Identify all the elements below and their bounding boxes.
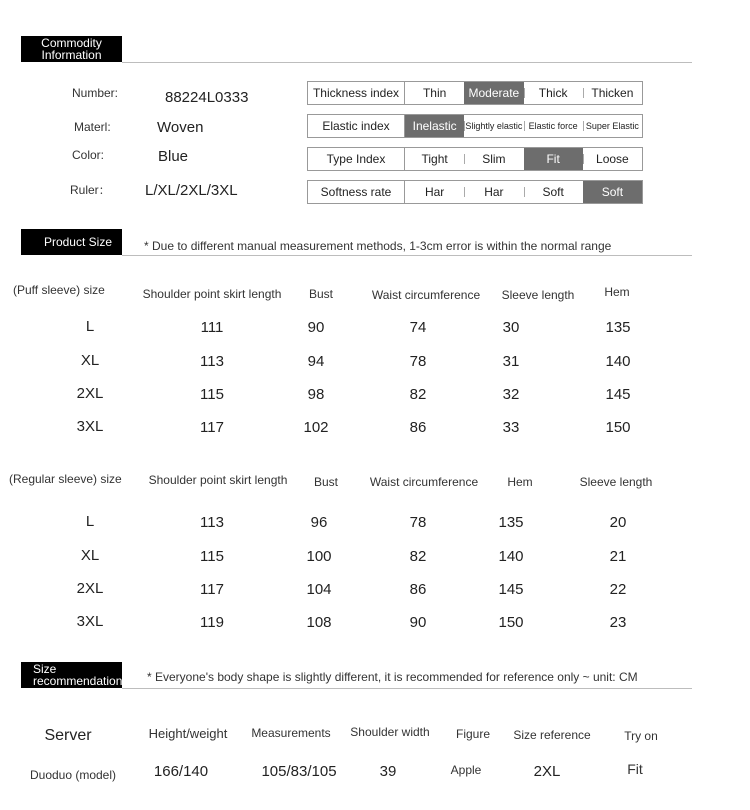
- puff-cell: 31: [502, 353, 520, 370]
- softness-option-4: Soft: [583, 181, 642, 203]
- commodity-info-divider: [122, 62, 692, 63]
- puff-cell: 145: [605, 386, 631, 403]
- rec-height-weight-value: 166/140: [153, 763, 209, 780]
- product-size-divider: [122, 255, 692, 256]
- puff-col-skirt-length: Shoulder point skirt length: [142, 287, 282, 301]
- puff-cell: 102: [303, 419, 329, 436]
- product-size-note: * Due to different manual measurement methods, 1-3cm error is within the normal range: [144, 239, 612, 253]
- puff-col-hem: Hem: [604, 285, 630, 299]
- regular-cell: 82: [409, 548, 427, 565]
- regular-col-hem: Hem: [507, 475, 533, 489]
- puff-cell: 115: [200, 386, 224, 403]
- regular-cell: 21: [609, 548, 627, 565]
- regular-cell: 145: [498, 581, 524, 598]
- regular-size-xl: XL: [80, 547, 100, 564]
- type-option-loose: Loose: [583, 148, 642, 170]
- softness-rate-scale: [307, 180, 643, 204]
- rec-col-measurements: Measurements: [251, 726, 331, 740]
- regular-cell: 119: [200, 614, 224, 631]
- puff-cell: 111: [200, 319, 224, 336]
- regular-cell: 104: [306, 581, 332, 598]
- commodity-info-header-text: Commodity Information: [41, 36, 102, 62]
- puff-cell: 32: [502, 386, 520, 403]
- size-recommendation-divider: [122, 688, 692, 689]
- number-value: 88224L0333: [165, 89, 249, 106]
- number-label: Number:: [72, 86, 119, 100]
- softness-option-1: Har: [424, 184, 445, 199]
- regular-cell: 23: [609, 614, 627, 631]
- elastic-index-label: Elastic index: [308, 115, 405, 137]
- regular-col-skirt-length: Shoulder point skirt length: [148, 473, 288, 487]
- regular-cell: 22: [609, 581, 627, 598]
- regular-size-3xl: 3XL: [76, 613, 104, 630]
- rec-measurements-value: 105/83/105: [261, 763, 337, 780]
- rec-figure-value: Apple: [450, 763, 482, 777]
- type-option-tight: Tight: [421, 151, 448, 166]
- rec-col-size-reference: Size reference: [513, 728, 591, 742]
- puff-cell: 113: [200, 353, 224, 370]
- thickness-option-thicken: Thicken: [583, 82, 642, 104]
- regular-col-waist: Waist circumference: [369, 475, 479, 489]
- puff-cell: 33: [502, 419, 520, 436]
- rec-col-try-on: Try on: [624, 729, 658, 743]
- regular-cell: 100: [306, 548, 332, 565]
- regular-size-2xl: 2XL: [76, 580, 104, 597]
- softness-rate-label: Softness rate: [308, 181, 405, 203]
- rec-col-figure: Figure: [455, 727, 491, 741]
- elastic-index-scale: [307, 114, 643, 138]
- puff-col-waist: Waist circumference: [371, 288, 481, 302]
- regular-col-bust: Bust: [313, 475, 339, 489]
- product-size-header-text: Product Size: [43, 235, 112, 249]
- thickness-option-thin: Thin: [422, 85, 447, 100]
- color-label: Color:: [72, 148, 105, 162]
- rec-col-height-weight: Height/weight: [148, 726, 228, 741]
- rec-size-reference-value: 2XL: [533, 763, 561, 780]
- regular-size-header: (Regular sleeve) size: [9, 472, 122, 486]
- regular-col-sleeve-length: Sleeve length: [579, 475, 653, 489]
- regular-cell: 135: [498, 514, 524, 531]
- material-value: Woven: [157, 119, 204, 136]
- type-index-scale: [307, 147, 643, 171]
- puff-size-xl: XL: [80, 352, 100, 369]
- regular-cell: 20: [609, 514, 627, 531]
- puff-col-sleeve-length: Sleeve length: [501, 288, 575, 302]
- puff-cell: 117: [200, 419, 224, 436]
- regular-cell: 90: [409, 614, 427, 631]
- size-recommendation-header: [21, 662, 122, 688]
- elastic-option-slightly-elastic: Slightly elastic: [464, 115, 523, 137]
- puff-cell: 30: [502, 319, 520, 336]
- type-option-fit: Fit: [524, 148, 583, 170]
- regular-cell: 96: [310, 514, 328, 531]
- puff-cell: 135: [605, 319, 631, 336]
- thickness-index-scale: [307, 81, 643, 105]
- puff-cell: 98: [307, 386, 325, 403]
- rec-shoulder-width-value: 39: [379, 763, 397, 780]
- puff-size-l: L: [85, 318, 95, 335]
- ruler-label: Ruler：: [70, 183, 111, 197]
- puff-cell: 150: [605, 419, 631, 436]
- color-value: Blue: [158, 148, 189, 165]
- elastic-option-elastic-force: Elastic force: [524, 115, 583, 137]
- rec-col-shoulder-width: Shoulder width: [350, 725, 430, 739]
- size-recommendation-header-text: Size recommendation: [33, 662, 123, 688]
- puff-size-header: (Puff sleeve) size: [13, 283, 105, 297]
- softness-option-2: Har: [464, 181, 523, 203]
- puff-cell: 86: [409, 419, 427, 436]
- puff-cell: 94: [307, 353, 325, 370]
- regular-cell: 78: [409, 514, 427, 531]
- rec-col-server: Server: [44, 727, 92, 744]
- material-label: Materl:: [74, 120, 111, 134]
- regular-cell: 117: [200, 581, 224, 598]
- puff-cell: 140: [605, 353, 631, 370]
- puff-size-3xl: 3XL: [76, 418, 104, 435]
- type-index-label: Type Index: [308, 148, 405, 170]
- puff-col-bust: Bust: [308, 287, 334, 301]
- puff-cell: 82: [409, 386, 427, 403]
- thickness-option-moderate: Moderate: [464, 82, 523, 104]
- regular-size-l: L: [85, 513, 95, 530]
- regular-cell: 113: [200, 514, 224, 531]
- rec-server-value: Duoduo (model): [29, 768, 117, 782]
- regular-cell: 108: [306, 614, 332, 631]
- puff-size-2xl: 2XL: [76, 385, 104, 402]
- softness-option-3: Soft: [524, 181, 583, 203]
- product-size-header: [21, 229, 122, 255]
- rec-try-on-value: Fit: [627, 761, 643, 777]
- regular-cell: 115: [200, 548, 224, 565]
- elastic-option-inelastic: Inelastic: [405, 115, 464, 137]
- puff-cell: 74: [409, 319, 427, 336]
- commodity-info-header: [21, 36, 122, 62]
- puff-cell: 78: [409, 353, 427, 370]
- regular-cell: 140: [498, 548, 524, 565]
- regular-cell: 150: [498, 614, 524, 631]
- size-recommendation-note: * Everyone's body shape is slightly different, it is recommended for reference only ~ unit: CM: [147, 670, 638, 684]
- elastic-option-super-elastic: Super Elastic: [583, 115, 642, 137]
- ruler-value: L/XL/2XL/3XL: [145, 182, 238, 199]
- puff-cell: 90: [307, 319, 325, 336]
- thickness-option-thick: Thick: [524, 82, 583, 104]
- thickness-index-label: Thickness index: [308, 82, 405, 104]
- regular-cell: 86: [409, 581, 427, 598]
- type-option-slim: Slim: [464, 148, 523, 170]
